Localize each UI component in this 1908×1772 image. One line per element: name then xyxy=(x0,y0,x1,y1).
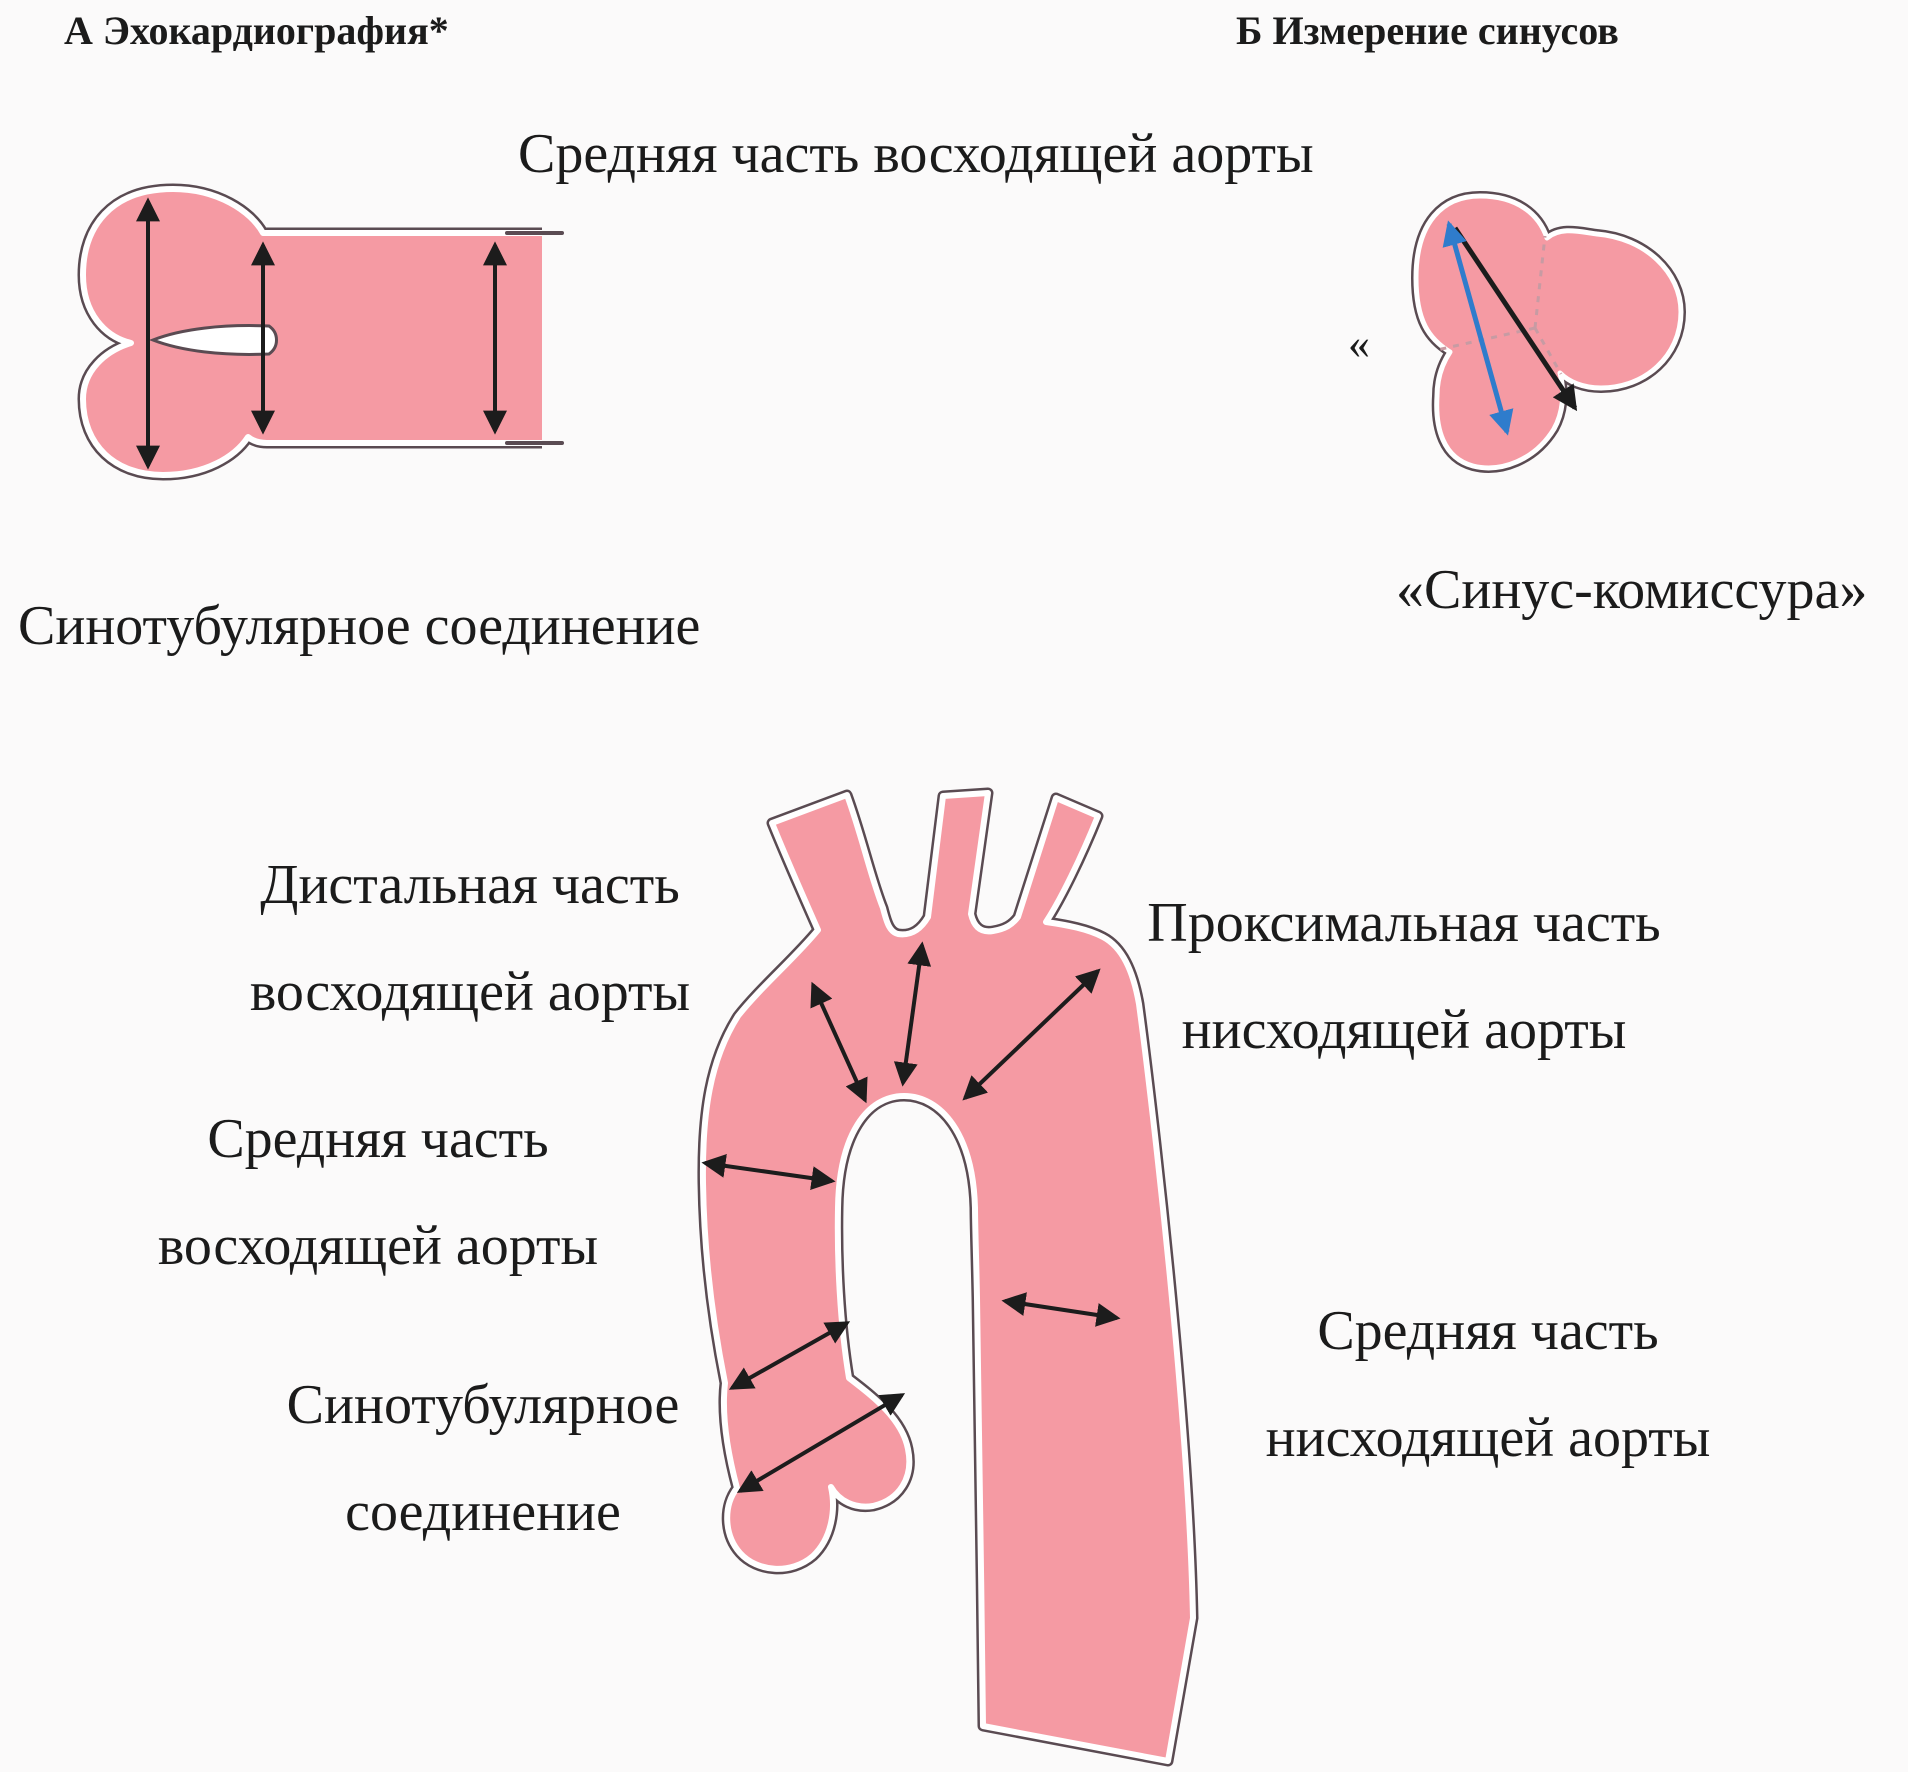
label-mid-ascending-arch xyxy=(108,1086,648,1300)
label-sinus-commissure: «Синус-комиссура» xyxy=(1396,559,1868,621)
label-distal-ascending xyxy=(200,832,740,1046)
aortic-root-long-axis-diagram xyxy=(55,185,570,505)
aortic-root-fill xyxy=(83,189,545,475)
label-sinotubular-arch-line2: соединение xyxy=(345,1481,621,1543)
panel-b-title: Б Измерение синусов xyxy=(1236,8,1619,53)
label-proximal-descending-line2: нисходящей аорты xyxy=(1181,999,1627,1061)
label-mid-ascending-arch-line2: восходящей аорты xyxy=(157,1215,599,1277)
label-mid-descending-line1: Средняя часть xyxy=(1317,1300,1659,1362)
label-mid-descending-line2: нисходящей аорты xyxy=(1265,1407,1711,1469)
panel-a-title: А Эхокардиография* xyxy=(64,8,449,53)
label-mid-ascending-arch-line1: Средняя часть xyxy=(207,1108,549,1170)
label-sinotubular-arch-line1: Синотубулярное xyxy=(286,1374,680,1436)
commissure-marker-glyph: « xyxy=(1348,319,1370,368)
label-proximal-descending xyxy=(1134,870,1674,1084)
label-mid-descending xyxy=(1218,1278,1758,1492)
label-mid-ascending-aorta-top: Средняя часть восходящей аорты xyxy=(518,123,1314,185)
label-proximal-descending-line1: Проксимальная часть xyxy=(1147,892,1661,954)
sinus-cross-section-diagram xyxy=(1385,160,1685,505)
label-distal-ascending-line2: восходящей аорты xyxy=(249,961,691,1023)
label-distal-ascending-line1: Дистальная часть xyxy=(260,854,680,916)
aortic-arch-fill xyxy=(703,793,1193,1761)
tube-open-end-mask xyxy=(542,203,572,479)
label-sinotubular-arch xyxy=(213,1352,753,1566)
label-sinotubular-junction-top: Синотубулярное соединение xyxy=(18,595,701,657)
sinus-clover-fill xyxy=(1416,196,1681,468)
